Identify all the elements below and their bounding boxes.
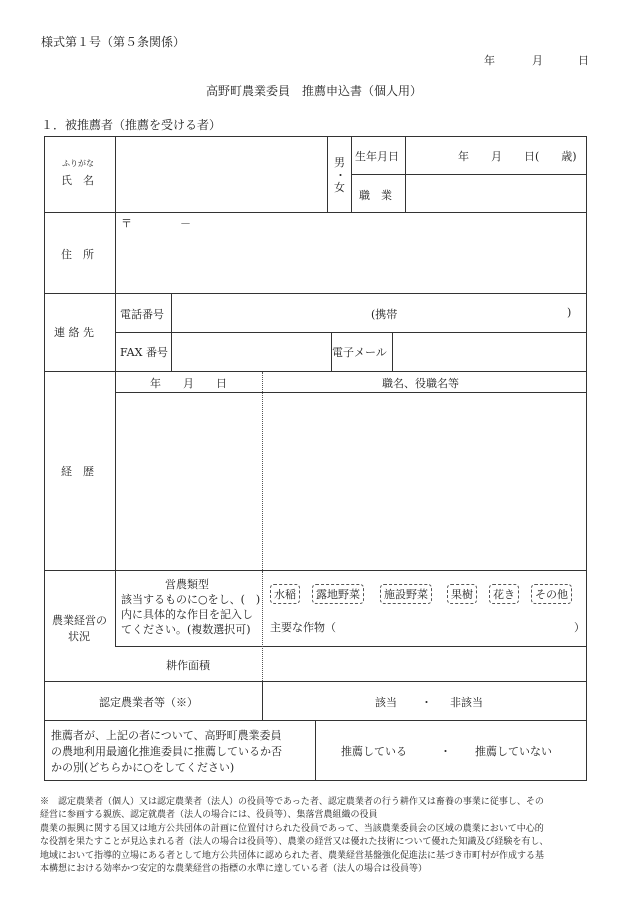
crop-type-options: [270, 584, 582, 604]
footnotes: [40, 796, 600, 876]
career-titles-field[interactable]: [264, 393, 585, 569]
address-field[interactable]: [116, 231, 586, 291]
document-title: 高野町農業委員 推薦申込書（個人用）: [206, 84, 423, 98]
address-label: 住 所: [61, 248, 94, 261]
crop-option-open-field-vegetables[interactable]: 露地野菜: [312, 584, 364, 604]
crop-option-greenhouse-vegetables[interactable]: 施設野菜: [380, 584, 432, 604]
date-month-label: 月: [532, 54, 543, 67]
name-field[interactable]: [116, 136, 327, 212]
fax-label: FAX 番号: [120, 346, 168, 359]
recommendation-question-line1: 推薦者が、上記の者について、高野町農業委員: [51, 729, 282, 742]
certified-yes-option[interactable]: 該当: [375, 696, 397, 709]
gender-male[interactable]: 男: [334, 156, 345, 169]
farming-label-line1: 農業経営の: [52, 614, 107, 627]
farming-type-note1: 該当するものに○をし、( ): [121, 593, 261, 606]
farming-type-note2: 内に具体的な作目を記入し: [121, 608, 253, 621]
recommend-yes-option[interactable]: 推薦している: [341, 745, 407, 758]
date-year-label: 年: [484, 54, 495, 67]
certified-separator: ・: [421, 696, 432, 709]
postal-mark: 〒: [121, 217, 132, 230]
career-dates-field[interactable]: [116, 393, 261, 569]
farming-type-title: 営農類型: [165, 578, 209, 591]
career-title-header: 職名、役職名等: [382, 377, 459, 390]
farming-type-note3: てください。(複数選択可): [121, 623, 251, 636]
recommendation-question-line2: の農地利用最適化推進委員に推薦しているか否: [51, 745, 282, 758]
contact-label: 連 絡 先: [54, 326, 94, 339]
occupation-field[interactable]: [406, 175, 586, 212]
name-label: 氏 名: [61, 174, 94, 187]
gender-separator: ・: [335, 169, 346, 182]
footnote-line: 農業の振興に関する国又は地方公共団体の計画に位置付けられた役員であって、当該農業委員会の区域の農業において中心的: [40, 823, 544, 834]
main-crops-label: 主要な作物（: [270, 621, 336, 634]
furigana-label: ふりがな: [62, 159, 94, 168]
crop-option-fruit-trees[interactable]: 果樹: [447, 584, 477, 604]
occupation-label: 職 業: [359, 189, 392, 202]
crop-option-other[interactable]: その他: [531, 584, 572, 604]
certified-farmer-label: 認定農業者等（※）: [99, 696, 198, 709]
cultivated-area-field[interactable]: [264, 647, 585, 681]
cultivated-area-label: 耕作面積: [166, 659, 210, 672]
mobile-close: ): [567, 306, 572, 319]
date-day-label: 日: [578, 54, 589, 67]
footnote-line: ※ 認定農業者（個人）又は認定農業者（法人）の役員等であった者、認定農業者の行う耕作又は畜養の事業に従事し、その: [40, 797, 544, 807]
certified-no-option[interactable]: 非該当: [450, 696, 483, 709]
email-field[interactable]: [393, 333, 585, 370]
form-number: 様式第１号（第５条関係）: [41, 35, 186, 49]
recommend-no-option[interactable]: 推薦していない: [475, 745, 552, 758]
mobile-label: (携帯: [371, 308, 398, 321]
fax-field[interactable]: [172, 333, 330, 370]
nominee-form-table: [44, 136, 587, 781]
crop-option-rice[interactable]: 水稲: [270, 584, 300, 604]
footnote-line: 地域において指導的立場にある者として地方公共団体に認められた者、農業経営基盤強化促進法に基づき市町村が作成する基: [40, 850, 545, 861]
crop-option-flowers[interactable]: 花き: [489, 584, 519, 604]
career-label: 経 歴: [61, 465, 94, 478]
footnote-line: 本構想における効率かつ安定的な農業経営の指標の水準に達している者（法人の場合は役員等）: [40, 864, 428, 875]
footnote-line: 経営に参画する親族、認定就農者（法人の場合には、役員等）、集落営農組織の役員: [40, 810, 378, 821]
birthdate-value[interactable]: 年 月 日( 歳): [458, 150, 577, 163]
main-crops-close: ）: [574, 621, 585, 634]
phone-label: 電話番号: [120, 308, 164, 321]
postal-dash: －: [180, 217, 191, 230]
footnote-line: な役割を果たすことが見込まれる者（法人の場合は役員等）、農業の経営又は優れた技術について優れた知識及び経験を有し、: [40, 837, 549, 848]
farming-label-line2: 状況: [68, 630, 90, 643]
birthdate-label: 生年月日: [355, 150, 399, 163]
email-label: 電子メール: [332, 346, 387, 359]
section-heading: １．被推薦者（推薦を受ける者）: [41, 118, 222, 132]
recommend-separator: ・: [440, 745, 451, 758]
recommendation-question-line3: かの別(どちらかに○をしてください): [51, 761, 235, 774]
career-date-header: 年 月 日: [150, 377, 227, 390]
gender-female[interactable]: 女: [334, 181, 345, 194]
